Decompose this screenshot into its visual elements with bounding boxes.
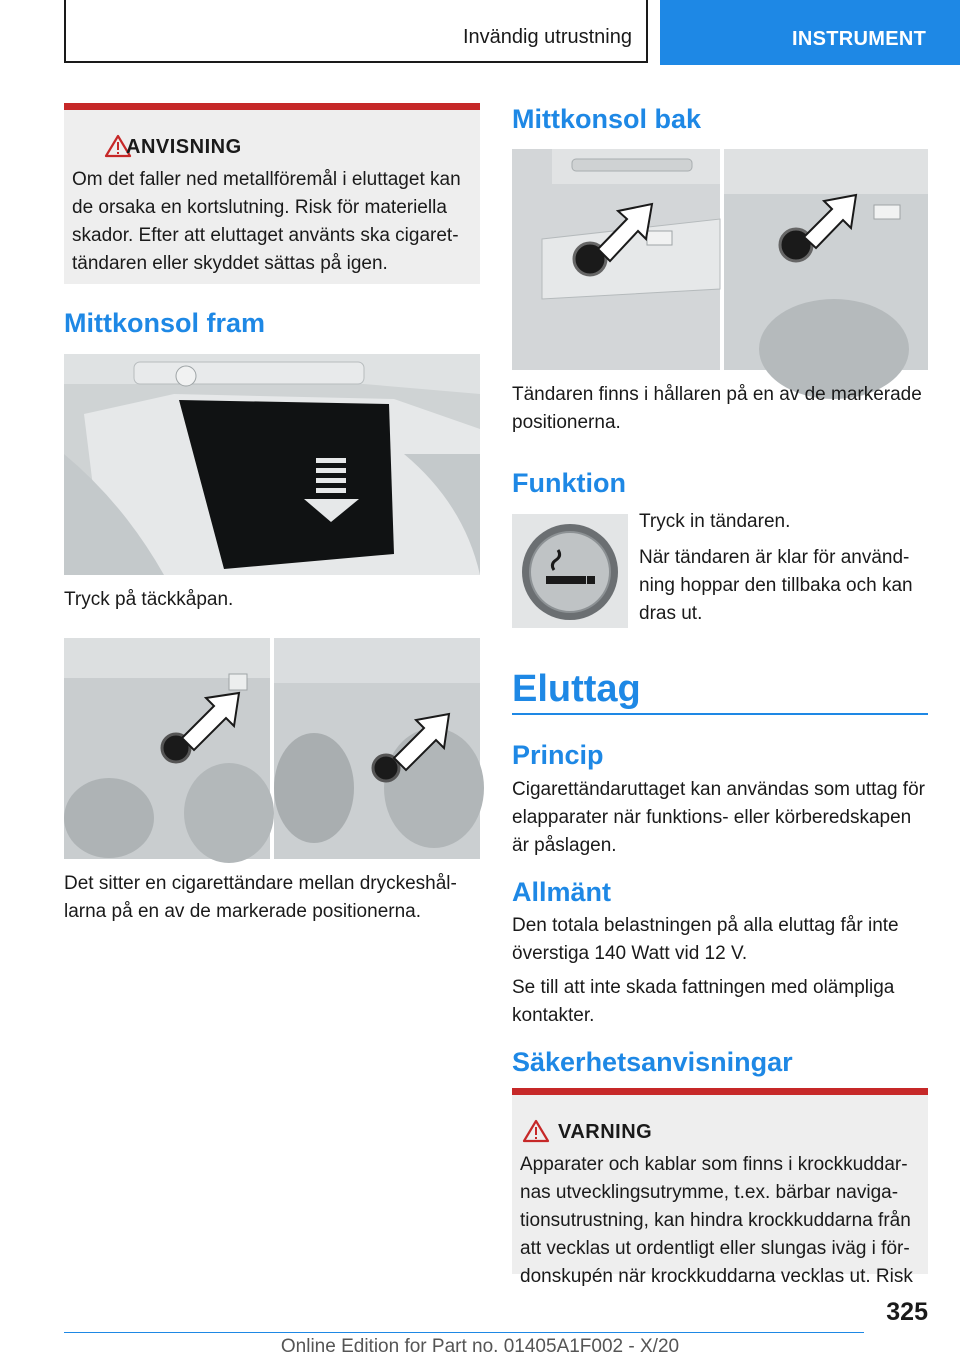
rear-caption-line: Tändaren finns i hållaren på en av de markerade xyxy=(512,384,922,405)
header-chapter-label: INSTRUMENT xyxy=(792,28,927,50)
notice-line: tändaren eller skyddet sättas på igen. xyxy=(72,253,388,274)
function-line: Tryck in tändaren. xyxy=(639,511,791,532)
allmant-text xyxy=(512,912,932,1030)
notice-line: skador. Efter att eluttaget använts ska cigaret‐ xyxy=(72,225,459,246)
front-console-photo xyxy=(64,354,480,575)
function-heading: Funktion xyxy=(512,468,626,498)
notice-body xyxy=(72,166,470,278)
allmant-line: Den totala belastningen på alla eluttag får inte xyxy=(512,915,899,936)
function-text xyxy=(639,508,929,628)
princip-line: elapparater när funktions- eller körberedskapen xyxy=(512,807,912,828)
warning-line: nas utvecklingsutrymme, t.ex. bärbar naviga‐ xyxy=(520,1182,899,1203)
eluttag-rule xyxy=(512,713,928,715)
princip-heading: Princip xyxy=(512,740,604,770)
warning-body xyxy=(520,1151,918,1287)
cupholder-caption-line: larna på en av de markerade positionerna. xyxy=(64,901,422,922)
allmant-line: kontakter. xyxy=(512,1005,595,1026)
warning-box xyxy=(512,1088,928,1287)
allmant-line: Se till att inte skada fattningen med olämpliga xyxy=(512,977,895,998)
warning-line: donskupén när krockkuddarna vecklas ut. Risk xyxy=(520,1266,913,1287)
function-line: ning hoppar den tillbaka och kan xyxy=(639,575,913,596)
lighter-photo xyxy=(512,514,628,628)
warning-line: att vecklas ut ordentligt eller slungas iväg i för‐ xyxy=(520,1238,910,1259)
warning-line: Apparater och kablar som finns i krockkuddar‐ xyxy=(520,1154,908,1175)
footer-rule xyxy=(64,1332,864,1333)
page-number: 325 xyxy=(886,1298,928,1326)
safety-heading: Säkerhetsanvisningar xyxy=(512,1047,793,1077)
rear-console-photo-left xyxy=(512,149,720,370)
cupholder-photo-left xyxy=(64,638,270,859)
eluttag-heading: Eluttag xyxy=(512,668,641,710)
rear-console-heading: Mittkonsol bak xyxy=(512,104,702,134)
footer-edition: Online Edition for Part no. 01405A1F002 - X/20 xyxy=(280,1336,680,1357)
princip-text xyxy=(512,776,932,860)
front-console-heading: Mittkonsol fram xyxy=(64,308,266,338)
notice-line: Om det faller ned metallföremål i eluttaget kan xyxy=(72,169,461,190)
notice-box xyxy=(64,103,480,284)
cupholder-photo-right xyxy=(274,638,480,859)
warning-line: tionsutrustning, kan hindra krockkuddarna från xyxy=(520,1210,911,1231)
allmant-heading: Allmänt xyxy=(512,877,612,907)
function-line: När tändaren är klar för använd‐ xyxy=(639,547,910,568)
allmant-line: överstiga 140 Watt vid 12 V. xyxy=(512,943,748,964)
rear-console-photo-right xyxy=(724,149,928,370)
front-console-caption: Tryck på täckkåpan. xyxy=(64,589,234,610)
header-chapter-tab xyxy=(660,0,960,65)
warning-triangle-icon xyxy=(522,1119,550,1143)
rear-console-caption xyxy=(512,381,928,437)
header-section-title: Invändig utrustning xyxy=(462,26,632,48)
princip-line: Cigarettändaruttaget kan användas som uttag för xyxy=(512,779,925,800)
notice-line: de orsaka en kortslutning. Risk för materiella xyxy=(72,197,447,218)
princip-line: är påslagen. xyxy=(512,835,617,856)
rear-caption-line: positionerna. xyxy=(512,412,621,433)
header-section-box xyxy=(64,0,648,63)
cupholder-caption-line: Det sitter en cigarettändare mellan dryckeshål‐ xyxy=(64,873,457,894)
warning-title: VARNING xyxy=(558,1121,653,1143)
function-line: dras ut. xyxy=(639,603,703,624)
cupholder-caption xyxy=(64,870,480,926)
notice-title: ANVISNING xyxy=(126,136,242,158)
